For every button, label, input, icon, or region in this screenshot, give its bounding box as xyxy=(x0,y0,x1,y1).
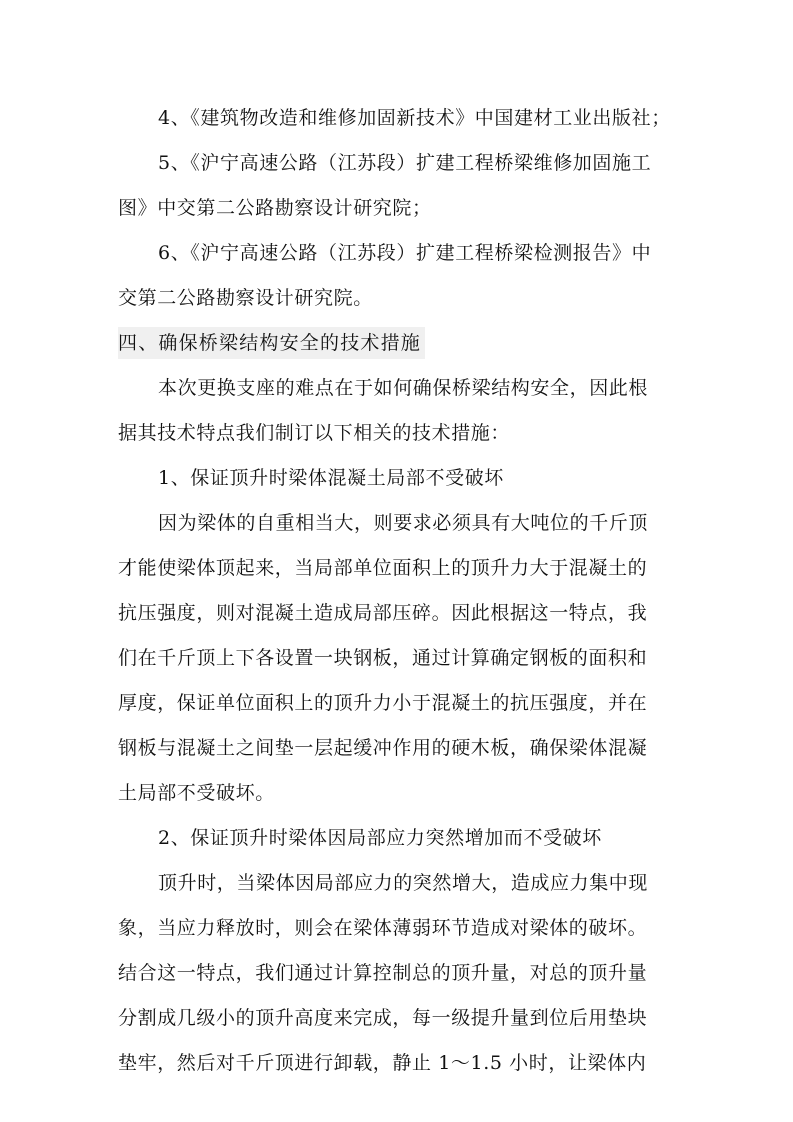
paragraph-line: 顶升时，当梁体因局部应力的突然增大，造成应力集中现 xyxy=(158,872,649,894)
paragraph-line: 因为梁体的自重相当大，则要求必须具有大吨位的千斤顶 xyxy=(158,512,649,534)
section-heading-row xyxy=(118,321,693,366)
paragraph-line: 土局部不受破坏。 xyxy=(118,782,275,804)
subheading-2: 2、保证顶升时梁体因局部应力突然增加而不受破坏 xyxy=(158,827,602,849)
subheading-1: 1、保证顶升时梁体混凝土局部不受破坏 xyxy=(158,467,504,489)
paragraph-line: 本次更换支座的难点在于如何确保桥梁结构安全，因此根 xyxy=(158,377,649,399)
reference-item-4: 4、《建筑物改造和维修加固新技术》中国建材工业出版社； xyxy=(158,107,671,129)
paragraph-line: 结合这一特点，我们通过计算控制总的顶升量，对总的顶升量 xyxy=(118,962,648,984)
reference-item-6-line-1: 6、《沪宁高速公路（江苏段）扩建工程桥梁检测报告》中 xyxy=(158,242,652,264)
paragraph-line: 厚度，保证单位面积上的顶升力小于混凝土的抗压强度，并在 xyxy=(118,692,648,714)
paragraph-line: 象，当应力释放时，则会在梁体薄弱环节造成对梁体的破坏。 xyxy=(118,917,648,939)
reference-item-6-line-2: 交第二公路勘察设计研究院。 xyxy=(118,287,373,309)
paragraph-line: 抗压强度，则对混凝土造成局部压碎。因此根据这一特点，我 xyxy=(118,602,648,624)
reference-item-5-line-2: 图》中交第二公路勘察设计研究院； xyxy=(118,197,432,219)
paragraph-line: 垫牢，然后对千斤顶进行卸载，静止 1～1.5 小时，让梁体内 xyxy=(118,1052,647,1074)
paragraph-line: 钢板与混凝土之间垫一层起缓冲作用的硬木板，确保梁体混凝 xyxy=(118,737,648,759)
paragraph-line: 们在千斤顶上下各设置一块钢板，通过计算确定钢板的面积和 xyxy=(118,647,648,669)
paragraph-line: 才能使梁体顶起来，当局部单位面积上的顶升力大于混凝土的 xyxy=(118,557,648,579)
section-heading: 四、确保桥梁结构安全的技术措施 xyxy=(118,327,425,359)
reference-item-5-line-1: 5、《沪宁高速公路（江苏段）扩建工程桥梁维修加固施工 xyxy=(158,152,652,174)
paragraph-line: 据其技术特点我们制订以下相关的技术措施： xyxy=(118,422,511,444)
document-body xyxy=(118,96,693,1086)
paragraph-line: 分割成几级小的顶升高度来完成，每一级提升量到位后用垫块 xyxy=(118,1007,648,1029)
